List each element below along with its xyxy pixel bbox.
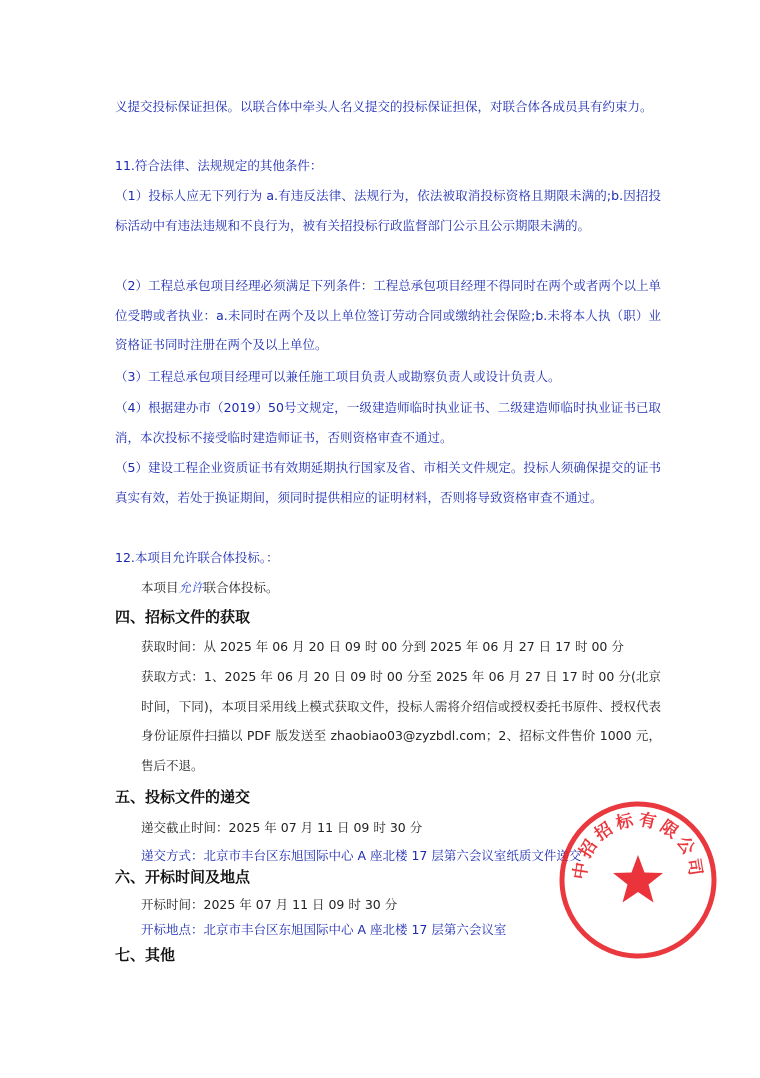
section-7-heading: 七、其他 (115, 946, 176, 964)
consortium-emphasis: 允许 (178, 580, 204, 595)
paragraph-condition-5: （5）建设工程企业资质证书有效期延期执行国家及省、市相关文件规定。投标人须确保提交的证书真实有效，若处于换证期间，须同时提供相应的证明材料，否则将导致资格审查不通过。 (115, 460, 661, 505)
section-6-place: 开标地点：北京市丰台区东旭国际中心 A 座北楼 17 层第六会议室 (141, 922, 507, 937)
section-6-heading: 六、开标时间及地点 (115, 868, 251, 886)
paragraph-condition-3: （3）工程总承包项目经理可以兼任施工项目负责人或勘察负责人或设计负责人。 (115, 369, 561, 384)
section-5-deadline: 递交截止时间：2025 年 07 月 11 日 09 时 30 分 (141, 820, 423, 835)
paragraph-condition-4: （4）根据建办市（2019）50号文规定，一级建造师临时执业证书、二级建造师临时执业证书已取消，本次投标不接受临时建造师证书，否则资格审查不通过。 (115, 400, 661, 445)
paragraph-bid-guarantee: 义提交投标保证担保。以联合体中牵头人名义提交的投标保证担保，对联合体各成员具有约束力。 (115, 99, 653, 114)
section-5-heading: 五、投标文件的递交 (115, 788, 251, 806)
consortium-suffix: 联合体投标。 (203, 580, 279, 595)
paragraph-consortium-note (141, 573, 661, 603)
seal-text: 中招招标有限公司 (570, 809, 706, 881)
company-seal-stamp (558, 800, 718, 960)
paragraph-item-12: 12.本项目允许联合体投标。： (115, 550, 279, 565)
paragraph-item-11: 11.符合法律、法规规定的其他条件： (115, 158, 323, 173)
section-5-method: 递交方式：北京市丰台区东旭国际中心 A 座北楼 17 层第六会议室纸质文件递交 (141, 848, 582, 863)
section-4-method-text: 获取方式：1、2025 年 06 月 20 日 09 时 00 分至 2025 年 06 月 27 日 17 时 00 分(北京时间，下同)，本项目采用线上模式获取文件，投标人需将介绍信或授权委托书原件、授权代表身份证原件扫描以 PDF 版发送至 zhaobiao03@zyzbdl.com；2、招标文件售价 1000 元，售后不退。 (141, 669, 661, 773)
paragraph-condition-2: （2）工程总承包项目经理必须满足下列条件：工程总承包项目经理不得同时在两个或者两个以上单位受聘或者执业：a.未同时在两个及以上单位签订劳动合同或缴纳社会保险;b.未将本人执（职）业资格证书同时注册在两个及以上单位。 (115, 278, 661, 352)
section-4-time: 获取时间：从 2025 年 06 月 20 日 09 时 00 分到 2025 年 06 月 27 日 17 时 00 分 (141, 639, 624, 654)
section-6-time: 开标时间：2025 年 07 月 11 日 09 时 30 分 (141, 897, 398, 912)
consortium-prefix: 本项目 (141, 580, 179, 595)
section-4-method (141, 662, 661, 780)
paragraph-condition-1: （1）投标人应无下列行为 a.有违反法律、法规行为，依法被取消投标资格且期限未满的;b.因招投标活动中有违法违规和不良行为，被有关招投标行政监督部门公示且公示期限未满的。 (115, 188, 661, 233)
section-4-heading: 四、招标文件的获取 (115, 608, 251, 626)
seal-star-icon (613, 855, 663, 903)
